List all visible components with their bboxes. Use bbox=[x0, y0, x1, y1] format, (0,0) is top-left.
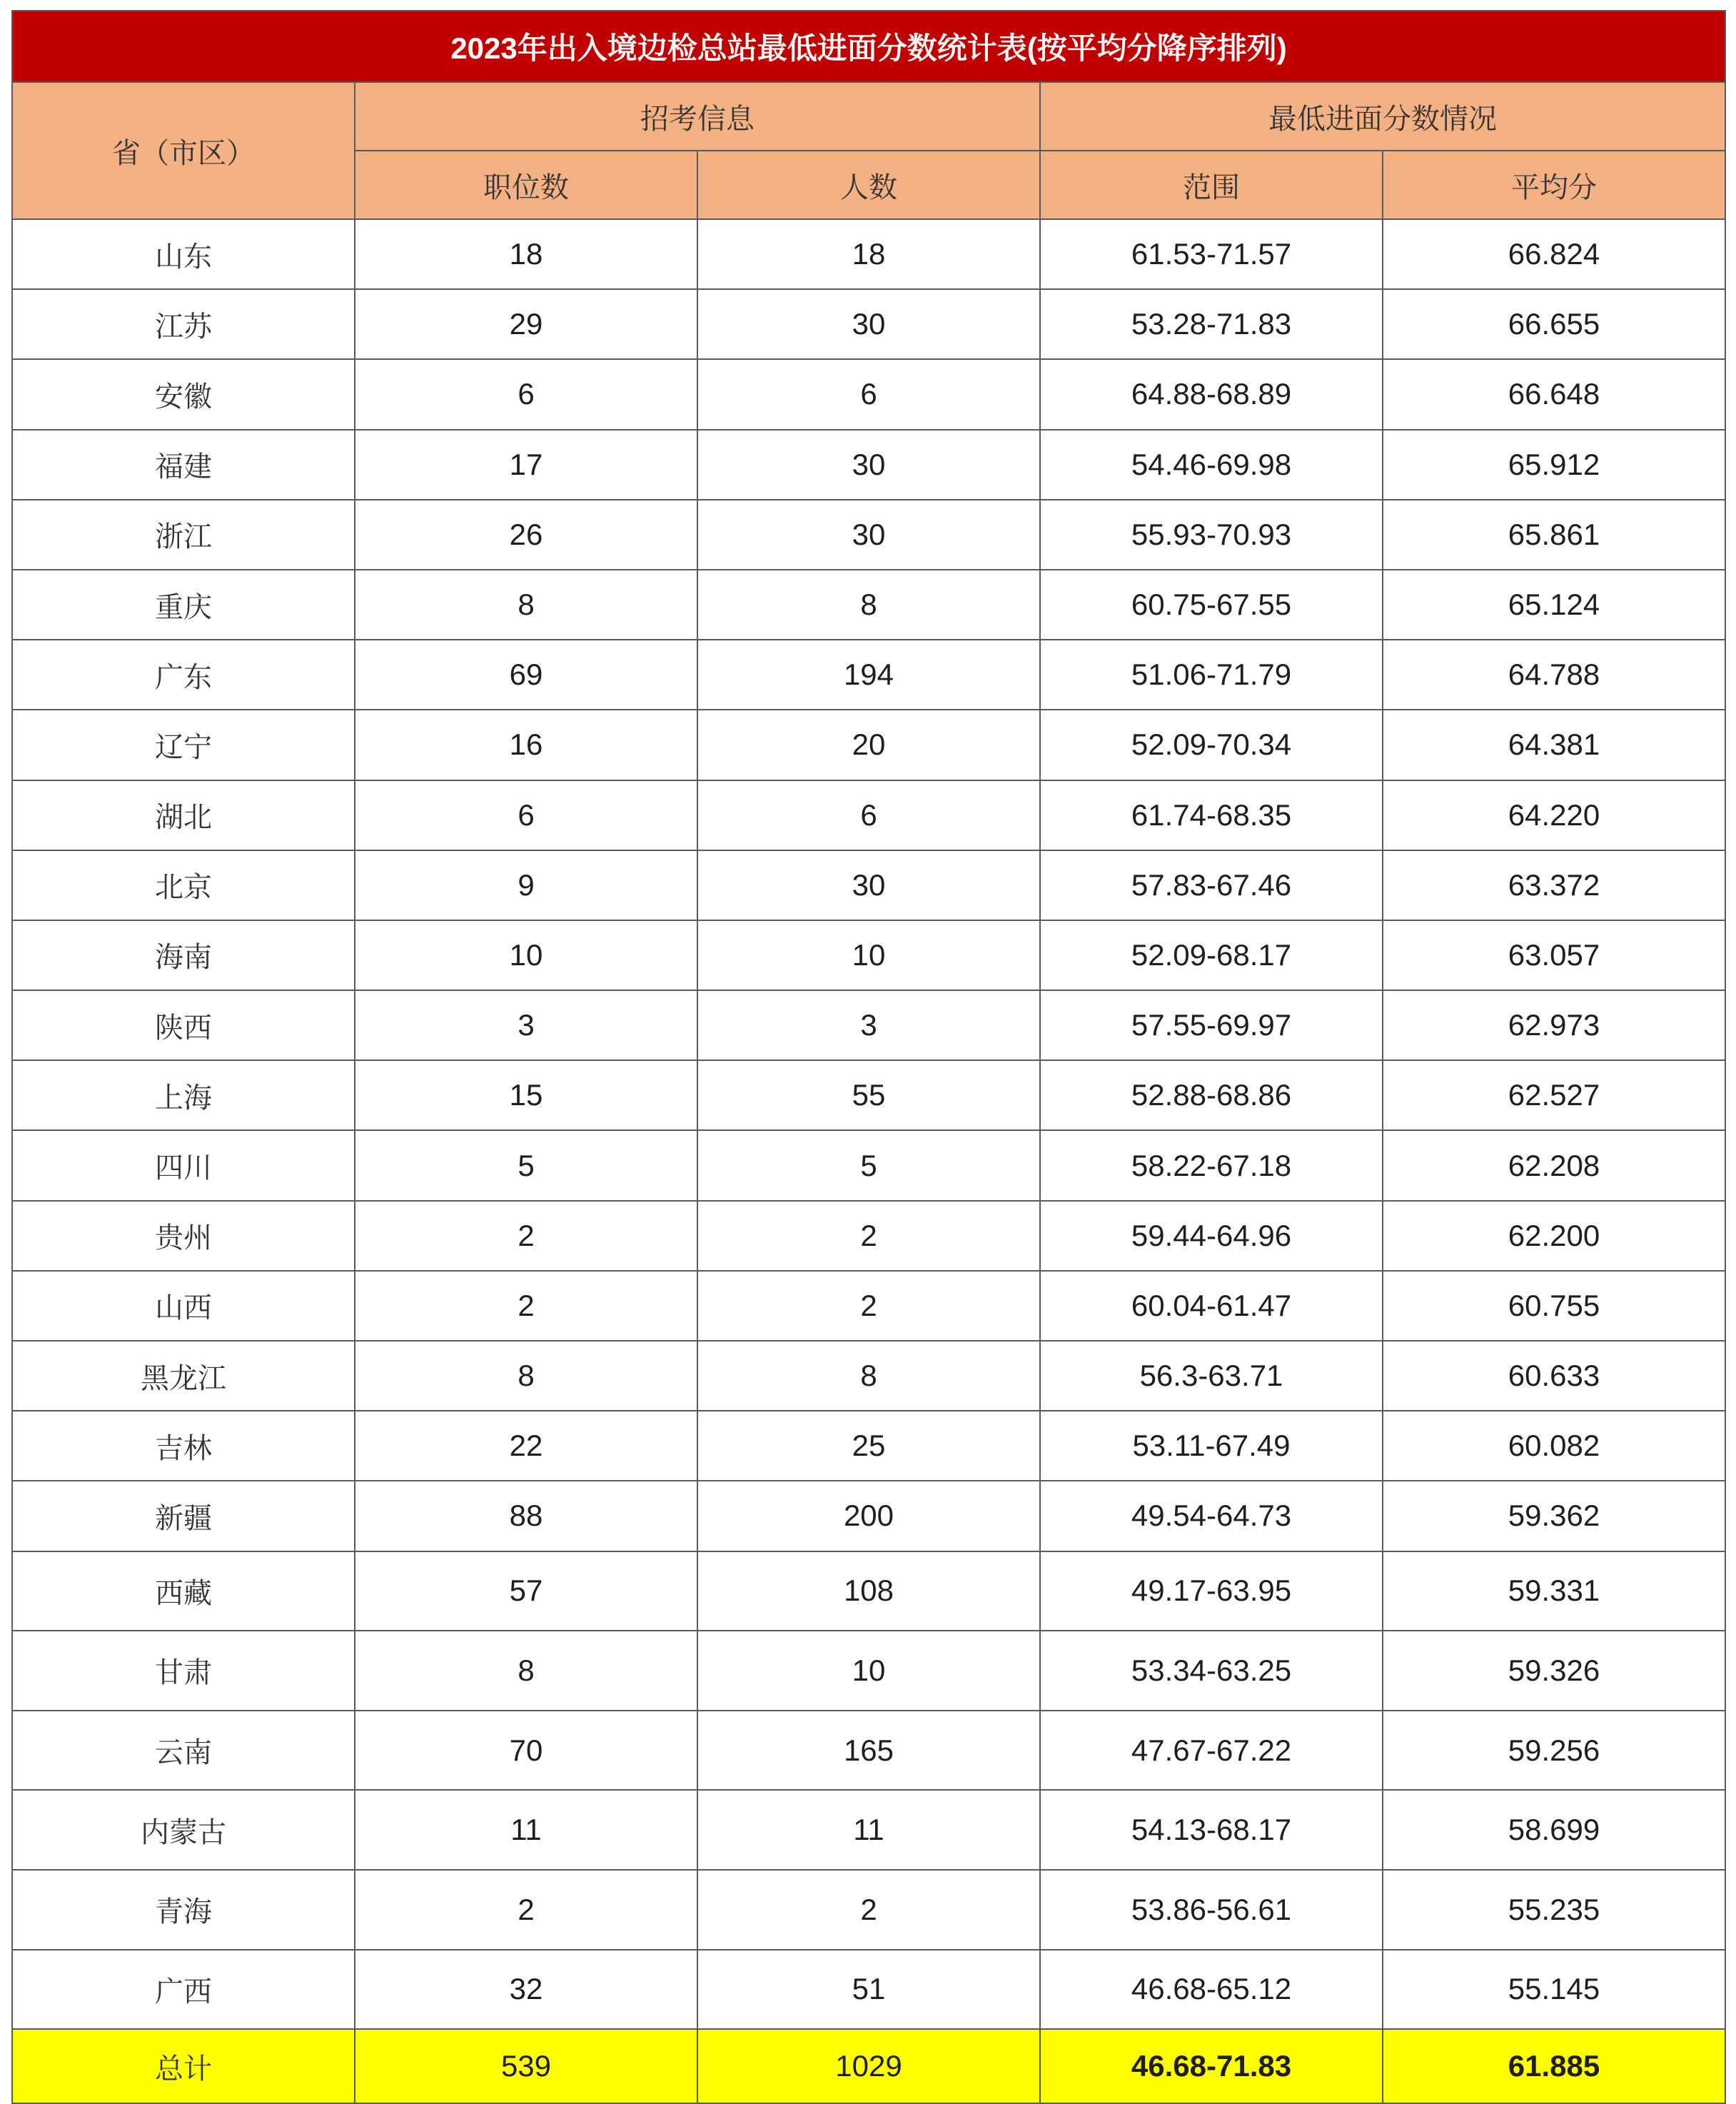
people-cell: 20 bbox=[697, 710, 1040, 780]
positions-cell: 17 bbox=[355, 430, 697, 500]
range-cell: 61.74-68.35 bbox=[1040, 780, 1383, 850]
province-cell: 福建 bbox=[12, 430, 355, 500]
people-cell: 2 bbox=[697, 1271, 1040, 1341]
positions-cell: 8 bbox=[355, 1341, 697, 1411]
range-cell: 49.17-63.95 bbox=[1040, 1551, 1383, 1631]
table-row bbox=[12, 920, 1725, 990]
province-cell: 浙江 bbox=[12, 500, 355, 570]
average-cell: 65.861 bbox=[1383, 500, 1725, 570]
people-cell: 108 bbox=[697, 1551, 1040, 1631]
table-row bbox=[12, 710, 1725, 780]
range-cell: 53.11-67.49 bbox=[1040, 1411, 1383, 1481]
average-cell: 59.331 bbox=[1383, 1551, 1725, 1631]
average-cell: 58.699 bbox=[1383, 1790, 1725, 1870]
average-cell: 59.326 bbox=[1383, 1631, 1725, 1711]
people-cell: 8 bbox=[697, 570, 1040, 640]
positions-cell: 11 bbox=[355, 1790, 697, 1870]
total-people: 1029 bbox=[697, 2029, 1040, 2103]
range-cell: 51.06-71.79 bbox=[1040, 640, 1383, 710]
table-row bbox=[12, 219, 1725, 289]
average-cell: 65.124 bbox=[1383, 570, 1725, 640]
province-cell: 安徽 bbox=[12, 359, 355, 429]
positions-cell: 26 bbox=[355, 500, 697, 570]
table-title: 2023年出入境边检总站最低进面分数统计表(按平均分降序排列) bbox=[12, 11, 1725, 82]
range-cell: 52.09-68.17 bbox=[1040, 920, 1383, 990]
average-cell: 55.145 bbox=[1383, 1950, 1725, 2030]
score-table bbox=[11, 10, 1726, 2104]
positions-cell: 8 bbox=[355, 570, 697, 640]
province-cell: 山西 bbox=[12, 1271, 355, 1341]
province-cell: 广西 bbox=[12, 1950, 355, 2030]
total-positions: 539 bbox=[355, 2029, 697, 2103]
average-cell: 62.208 bbox=[1383, 1130, 1725, 1200]
total-average: 61.885 bbox=[1383, 2029, 1725, 2103]
average-cell: 63.372 bbox=[1383, 850, 1725, 920]
people-cell: 10 bbox=[697, 1631, 1040, 1711]
province-cell: 湖北 bbox=[12, 780, 355, 850]
range-cell: 53.86-56.61 bbox=[1040, 1870, 1383, 1950]
province-cell: 四川 bbox=[12, 1130, 355, 1200]
positions-cell: 16 bbox=[355, 710, 697, 780]
table-row bbox=[12, 1271, 1725, 1341]
positions-cell: 5 bbox=[355, 1130, 697, 1200]
total-row bbox=[12, 2029, 1725, 2103]
range-cell: 60.75-67.55 bbox=[1040, 570, 1383, 640]
table-row bbox=[12, 1870, 1725, 1950]
range-cell: 53.28-71.83 bbox=[1040, 289, 1383, 359]
average-cell: 60.633 bbox=[1383, 1341, 1725, 1411]
people-cell: 11 bbox=[697, 1790, 1040, 1870]
range-cell: 52.88-68.86 bbox=[1040, 1060, 1383, 1130]
range-cell: 60.04-61.47 bbox=[1040, 1271, 1383, 1341]
positions-cell: 2 bbox=[355, 1201, 697, 1271]
positions-cell: 69 bbox=[355, 640, 697, 710]
table-row bbox=[12, 1950, 1725, 2030]
people-cell: 2 bbox=[697, 1870, 1040, 1950]
table-row bbox=[12, 1551, 1725, 1631]
province-cell: 青海 bbox=[12, 1870, 355, 1950]
table-row bbox=[12, 359, 1725, 429]
average-cell: 55.235 bbox=[1383, 1870, 1725, 1950]
province-cell: 重庆 bbox=[12, 570, 355, 640]
people-cell: 30 bbox=[697, 430, 1040, 500]
people-cell: 18 bbox=[697, 219, 1040, 289]
header-province: 省（市区） bbox=[12, 82, 355, 219]
average-cell: 62.527 bbox=[1383, 1060, 1725, 1130]
range-cell: 49.54-64.73 bbox=[1040, 1481, 1383, 1551]
table-row bbox=[12, 1481, 1725, 1551]
province-cell: 新疆 bbox=[12, 1481, 355, 1551]
positions-cell: 9 bbox=[355, 850, 697, 920]
province-cell: 黑龙江 bbox=[12, 1341, 355, 1411]
positions-cell: 32 bbox=[355, 1950, 697, 2030]
people-cell: 6 bbox=[697, 359, 1040, 429]
average-cell: 59.256 bbox=[1383, 1711, 1725, 1791]
province-cell: 江苏 bbox=[12, 289, 355, 359]
average-cell: 64.788 bbox=[1383, 640, 1725, 710]
average-cell: 64.220 bbox=[1383, 780, 1725, 850]
positions-cell: 6 bbox=[355, 359, 697, 429]
table-row bbox=[12, 1130, 1725, 1200]
range-cell: 52.09-70.34 bbox=[1040, 710, 1383, 780]
range-cell: 59.44-64.96 bbox=[1040, 1201, 1383, 1271]
people-cell: 165 bbox=[697, 1711, 1040, 1791]
range-cell: 54.46-69.98 bbox=[1040, 430, 1383, 500]
positions-cell: 57 bbox=[355, 1551, 697, 1631]
total-label: 总计 bbox=[12, 2029, 355, 2103]
province-cell: 海南 bbox=[12, 920, 355, 990]
range-cell: 58.22-67.18 bbox=[1040, 1130, 1383, 1200]
average-cell: 66.824 bbox=[1383, 219, 1725, 289]
province-cell: 甘肃 bbox=[12, 1631, 355, 1711]
average-cell: 59.362 bbox=[1383, 1481, 1725, 1551]
range-cell: 56.3-63.71 bbox=[1040, 1341, 1383, 1411]
range-cell: 53.34-63.25 bbox=[1040, 1631, 1383, 1711]
average-cell: 60.082 bbox=[1383, 1411, 1725, 1481]
positions-cell: 3 bbox=[355, 990, 697, 1060]
province-cell: 吉林 bbox=[12, 1411, 355, 1481]
people-cell: 51 bbox=[697, 1950, 1040, 2030]
table-body bbox=[12, 219, 1725, 2029]
people-cell: 6 bbox=[697, 780, 1040, 850]
province-cell: 内蒙古 bbox=[12, 1790, 355, 1870]
people-cell: 10 bbox=[697, 920, 1040, 990]
table-row bbox=[12, 430, 1725, 500]
people-cell: 194 bbox=[697, 640, 1040, 710]
header-group-recruit: 招考信息 bbox=[355, 82, 1040, 151]
positions-cell: 22 bbox=[355, 1411, 697, 1481]
people-cell: 200 bbox=[697, 1481, 1040, 1551]
people-cell: 30 bbox=[697, 289, 1040, 359]
people-cell: 3 bbox=[697, 990, 1040, 1060]
range-cell: 64.88-68.89 bbox=[1040, 359, 1383, 429]
table-row bbox=[12, 289, 1725, 359]
province-cell: 广东 bbox=[12, 640, 355, 710]
header-positions: 职位数 bbox=[355, 151, 697, 219]
province-cell: 陕西 bbox=[12, 990, 355, 1060]
range-cell: 46.68-65.12 bbox=[1040, 1950, 1383, 2030]
range-cell: 55.93-70.93 bbox=[1040, 500, 1383, 570]
province-cell: 北京 bbox=[12, 850, 355, 920]
header-average: 平均分 bbox=[1383, 151, 1725, 219]
province-cell: 云南 bbox=[12, 1711, 355, 1791]
people-cell: 5 bbox=[697, 1130, 1040, 1200]
average-cell: 63.057 bbox=[1383, 920, 1725, 990]
positions-cell: 15 bbox=[355, 1060, 697, 1130]
average-cell: 65.912 bbox=[1383, 430, 1725, 500]
positions-cell: 8 bbox=[355, 1631, 697, 1711]
positions-cell: 29 bbox=[355, 289, 697, 359]
table-row bbox=[12, 1060, 1725, 1130]
table-row bbox=[12, 1631, 1725, 1711]
positions-cell: 18 bbox=[355, 219, 697, 289]
table-row bbox=[12, 780, 1725, 850]
positions-cell: 6 bbox=[355, 780, 697, 850]
table-row bbox=[12, 990, 1725, 1060]
people-cell: 2 bbox=[697, 1201, 1040, 1271]
range-cell: 57.55-69.97 bbox=[1040, 990, 1383, 1060]
average-cell: 66.655 bbox=[1383, 289, 1725, 359]
province-cell: 上海 bbox=[12, 1060, 355, 1130]
range-cell: 57.83-67.46 bbox=[1040, 850, 1383, 920]
average-cell: 62.200 bbox=[1383, 1201, 1725, 1271]
people-cell: 30 bbox=[697, 850, 1040, 920]
people-cell: 25 bbox=[697, 1411, 1040, 1481]
range-cell: 61.53-71.57 bbox=[1040, 219, 1383, 289]
province-cell: 西藏 bbox=[12, 1551, 355, 1631]
range-cell: 54.13-68.17 bbox=[1040, 1790, 1383, 1870]
header-people: 人数 bbox=[697, 151, 1040, 219]
header-group-score: 最低进面分数情况 bbox=[1040, 82, 1725, 151]
province-cell: 山东 bbox=[12, 219, 355, 289]
table-row bbox=[12, 1411, 1725, 1481]
table-row bbox=[12, 500, 1725, 570]
table-row bbox=[12, 850, 1725, 920]
average-cell: 64.381 bbox=[1383, 710, 1725, 780]
people-cell: 55 bbox=[697, 1060, 1040, 1130]
total-range: 46.68-71.83 bbox=[1040, 2029, 1383, 2103]
header-range: 范围 bbox=[1040, 151, 1383, 219]
people-cell: 8 bbox=[697, 1341, 1040, 1411]
average-cell: 66.648 bbox=[1383, 359, 1725, 429]
people-cell: 30 bbox=[697, 500, 1040, 570]
province-cell: 贵州 bbox=[12, 1201, 355, 1271]
positions-cell: 70 bbox=[355, 1711, 697, 1791]
table-row bbox=[12, 1711, 1725, 1791]
average-cell: 62.973 bbox=[1383, 990, 1725, 1060]
table-row bbox=[12, 640, 1725, 710]
province-cell: 辽宁 bbox=[12, 710, 355, 780]
table-row bbox=[12, 1201, 1725, 1271]
table-row bbox=[12, 1341, 1725, 1411]
range-cell: 47.67-67.22 bbox=[1040, 1711, 1383, 1791]
positions-cell: 2 bbox=[355, 1271, 697, 1341]
positions-cell: 10 bbox=[355, 920, 697, 990]
table-row bbox=[12, 570, 1725, 640]
positions-cell: 2 bbox=[355, 1870, 697, 1950]
table-row bbox=[12, 1790, 1725, 1870]
average-cell: 60.755 bbox=[1383, 1271, 1725, 1341]
positions-cell: 88 bbox=[355, 1481, 697, 1551]
